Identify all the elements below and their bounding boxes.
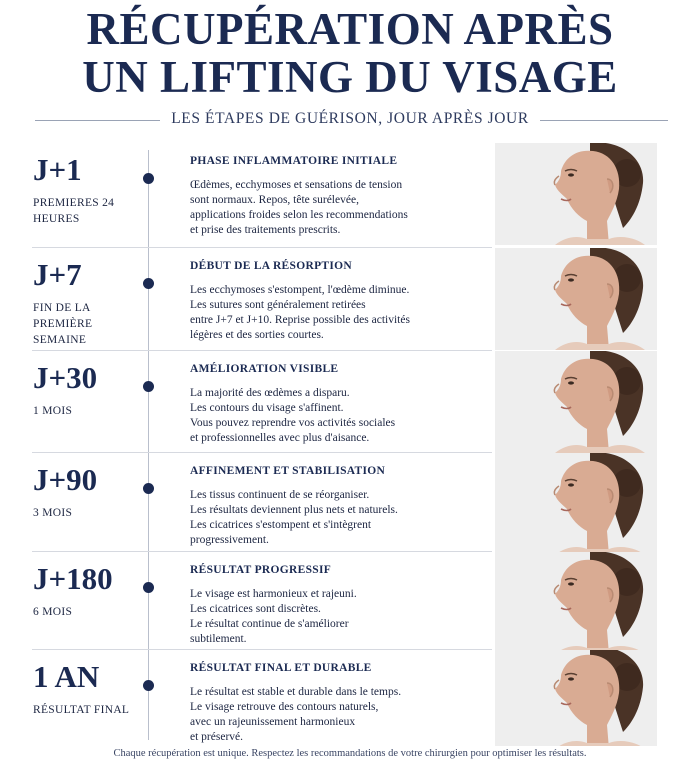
stage-description-line: Le résultat est stable et durable dans le temps. <box>190 686 402 698</box>
stage-description-line: entre J+7 et J+10. Reprise possible des activités <box>190 314 410 326</box>
page-subtitle: LES ÉTAPES DE GUÉRISON, JOUR APRÈS JOUR <box>171 110 529 127</box>
stage-description-line: applications froides selon les recommendations <box>190 209 408 221</box>
stage-description-line: sont normaux. Repos, tête surélevée, <box>190 194 359 206</box>
stage-description <box>190 587 490 647</box>
face-photo <box>495 351 657 453</box>
stage-row <box>0 351 700 451</box>
portrait-illustration <box>495 453 657 555</box>
face-photo <box>495 453 657 555</box>
stage-description <box>190 488 490 548</box>
stage-phase-title: AFFINEMENT ET STABILISATION <box>190 465 386 477</box>
portrait-illustration <box>495 351 657 453</box>
stage-description <box>190 386 490 446</box>
stage-day: 1 AN <box>33 659 100 694</box>
page-title-line-1: RÉCUPÉRATION APRÈS <box>86 4 614 54</box>
stage-description-line: Les contours du visage s'affinent. <box>190 402 344 414</box>
stage-phase-title: AMÉLIORATION VISIBLE <box>190 363 339 375</box>
stage-description-line: progressivement. <box>190 534 269 546</box>
stage-description-line: Le résultat continue de s'améliorer <box>190 618 349 630</box>
timeline-dot <box>143 278 154 289</box>
stage-description-line: Les cicatrices sont discrètes. <box>190 603 321 615</box>
stage-day-subtitle: PREMIERES 24 HEURES <box>33 197 115 225</box>
stage-row <box>0 552 700 652</box>
stage-description-line: Œdèmes, ecchymoses et sensations de tension <box>190 179 403 191</box>
timeline-dot <box>143 173 154 184</box>
stage-row <box>0 143 700 243</box>
timeline-dot <box>143 680 154 691</box>
stage-day: J+30 <box>33 360 98 395</box>
stage-description-line: Les résultats deviennent plus nets et naturels. <box>190 504 398 516</box>
portrait-illustration <box>495 650 657 746</box>
stage-description-line: Les sutures sont généralement retirées <box>190 299 366 311</box>
stage-description-line: Les ecchymoses s'estompent, l'œdème diminue. <box>190 284 410 296</box>
stage-day-subtitle: RÉSULTAT FINAL <box>33 704 130 716</box>
stage-description-line: Vous pouvez reprendre vos activités sociales <box>190 417 396 429</box>
stage-phase-title: RÉSULTAT FINAL ET DURABLE <box>190 662 372 674</box>
stage-description-line: subtilement. <box>190 633 247 645</box>
stage-day: J+90 <box>33 462 98 497</box>
stage-description <box>190 178 490 238</box>
timeline-dot <box>143 381 154 392</box>
subtitle-row <box>0 110 700 130</box>
stage-description-line: Les cicatrices s'estompent et s'intègrent <box>190 519 372 531</box>
stage-day: J+1 <box>33 152 82 187</box>
timeline-dot <box>143 483 154 494</box>
stage-day: J+7 <box>33 257 82 292</box>
face-photo <box>495 143 657 245</box>
stage-row <box>0 650 700 750</box>
stage-description-line: et professionnelles avec plus d'aisance. <box>190 432 370 444</box>
stage-description <box>190 685 490 745</box>
face-photo <box>495 248 657 350</box>
face-photo <box>495 650 657 746</box>
stage-phase-title: PHASE INFLAMMATOIRE INITIALE <box>190 155 398 167</box>
stage-description-line: avec un rajeunissement harmonieux <box>190 716 356 728</box>
stage-description-line: Les tissus continuent de se réorganiser. <box>190 489 370 501</box>
timeline-dot <box>143 582 154 593</box>
stage-day-subtitle: FIN DE LA PREMIÈRE SEMAINE <box>33 302 93 346</box>
portrait-illustration <box>495 248 657 350</box>
page-title-line-2: UN LIFTING DU VISAGE <box>82 52 618 102</box>
stage-description-line: légères et des sorties courtes. <box>190 329 324 341</box>
stage-row <box>0 453 700 553</box>
subtitle-rule-left <box>35 120 160 121</box>
stage-description-line: et prise des traitements prescrits. <box>190 224 341 236</box>
stage-description-line: et préservé. <box>190 731 243 743</box>
stage-day-subtitle: 6 MOIS <box>33 606 73 618</box>
portrait-illustration <box>495 143 657 245</box>
stage-description-line: Le visage est harmonieux et rajeuni. <box>190 588 357 600</box>
stage-day-subtitle: 3 MOIS <box>33 507 73 519</box>
stage-day-subtitle: 1 MOIS <box>33 405 73 417</box>
stage-row <box>0 248 700 348</box>
stage-day: J+180 <box>33 561 113 596</box>
subtitle-rule-right <box>540 120 668 121</box>
stage-phase-title: RÉSULTAT PROGRESSIF <box>190 564 332 576</box>
footer-note: Chaque récupération est unique. Respectez les recommandations de votre chirurgien pour optimiser les résultats. <box>113 748 587 759</box>
stage-description-line: Le visage retrouve des contours naturels, <box>190 701 379 713</box>
stage-phase-title: DÉBUT DE LA RÉSORPTION <box>190 260 352 272</box>
stage-description <box>190 283 490 343</box>
face-photo <box>495 552 657 654</box>
portrait-illustration <box>495 552 657 654</box>
stage-description-line: La majorité des œdèmes a disparu. <box>190 387 350 399</box>
